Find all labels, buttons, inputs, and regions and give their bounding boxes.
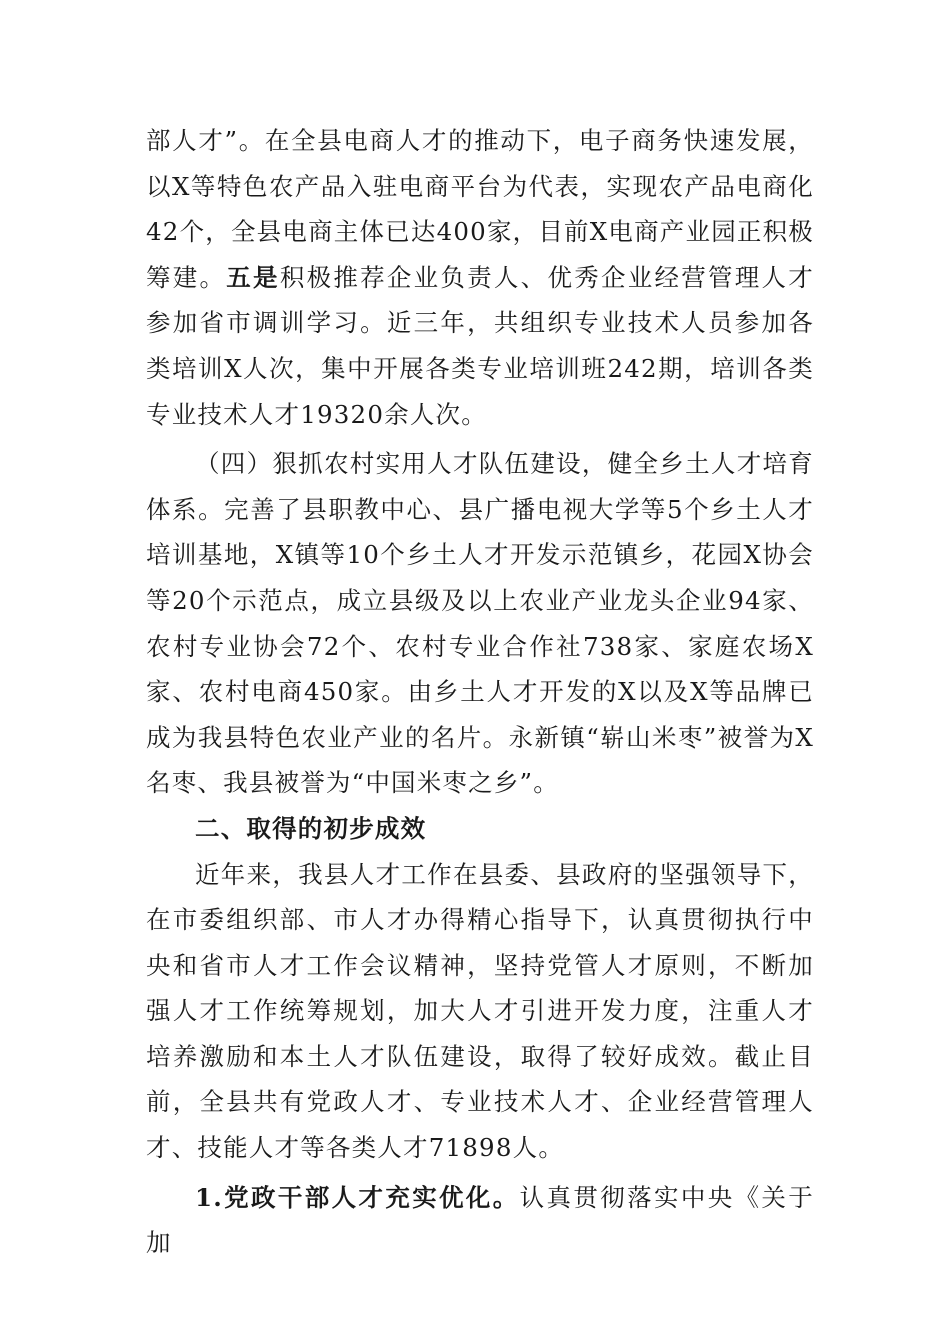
paragraph-text: 积极推荐企业负责人、优秀企业经营管理人才参加省市调训学习。近三年，共组织专业技术人员参加各类培训X人次，集中开展各类专业培训班242期，培训各类专业技术人才19320余人次。 bbox=[146, 262, 815, 429]
paragraph-text: 认真贯彻落实中央《关于加 bbox=[146, 1182, 814, 1258]
document-body bbox=[146, 118, 814, 1266]
paragraph-party-cadres bbox=[146, 1175, 814, 1266]
section-heading: 二、取得的初步成效 bbox=[195, 813, 427, 843]
paragraph-rural-talent bbox=[146, 441, 814, 806]
paragraph-text: 近年来，我县人才工作在县委、县政府的坚强领导下，在市委组织部、市人才办得精心指导下，认真贯彻执行中央和省市人才工作会议精神，坚持党管人才原则，不断加强人才工作统筹规划，加大人才引进开发力度，注重人才培养激励和本土人才队伍建设，取得了较好成效。截止目前，全县共有党政人才、专业技术人才、企业经营管理人才、技能人才等各类人才71898人。 bbox=[146, 859, 814, 1163]
paragraph-talent-ecommerce bbox=[146, 118, 814, 437]
paragraph-achievements bbox=[146, 852, 814, 1171]
paragraph-text: （四）狠抓农村实用人才队伍建设，健全乡土人才培育体系。完善了县职教中心、县广播电视大学等5个乡土人才培训基地，X镇等10个乡土人才开发示范镇乡，花园X协会等20个示范点，成立县级及以上农业产业龙头企业94家、农村专业协会72个、农村专业合作社738家、家庭农场X家、农村电商450家。由乡土人才开发的X以及X等品牌已成为我县特色农业产业的名片。永新镇“崭山米枣”被誉为X名枣、我县被誉为“中国米枣之乡”。 bbox=[146, 449, 814, 798]
paragraph-text: 部人才”。在全县电商人才的推动下，电子商务快速发展，以X等特色农产品入驻电商平台为代表，实现农产品电商化42个，全县电商主体已达400家，目前X电商产业园正积极筹建。 bbox=[146, 126, 814, 292]
bold-lead-one: 1.党政干部人才充实优化。 bbox=[195, 1182, 520, 1212]
bold-lead-five: 五是 bbox=[226, 262, 280, 292]
